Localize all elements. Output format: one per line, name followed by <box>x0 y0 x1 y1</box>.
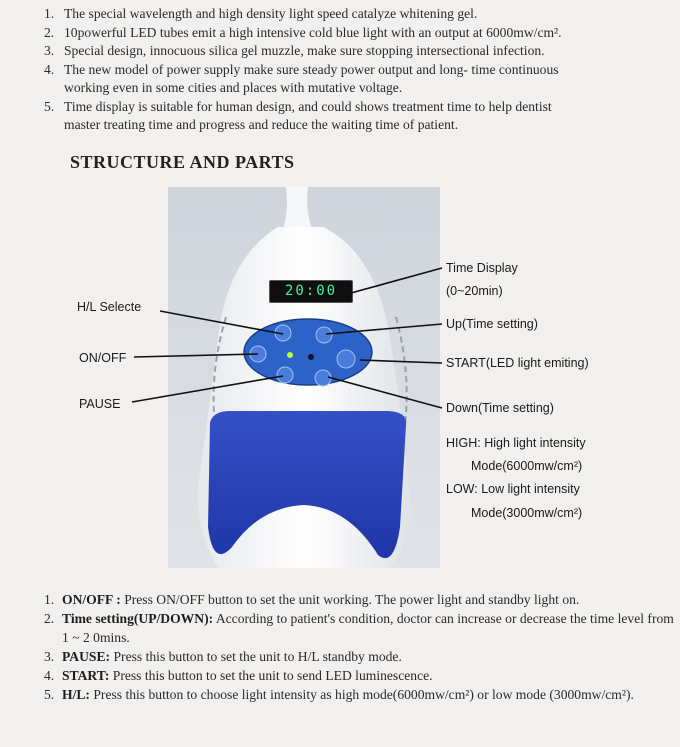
label-start: START(LED light emiting) <box>446 356 589 370</box>
label-low-mode: LOW: Low light intensity <box>446 482 580 496</box>
list-item: 1. ON/OFF : Press ON/OFF button to set the unit working. The power light and standby light on. <box>44 592 580 607</box>
label-high-value: Mode(6000mw/cm²) <box>471 459 583 473</box>
label-pause: PAUSE <box>79 397 121 411</box>
leader-on-off <box>134 354 258 357</box>
label-up: Up(Time setting) <box>446 317 538 331</box>
list-item: 5. H/L: Press this button to choose light intensity as high mode(6000mw/cm²) or low mode (3000mw/cm²). <box>44 687 634 702</box>
leader-up <box>326 324 442 334</box>
leader-pause <box>132 376 283 402</box>
leader-hl-select <box>160 311 283 334</box>
label-down: Down(Time setting) <box>446 401 554 415</box>
list-item: 4. START: Press this button to set the unit to send LED luminescence. <box>44 668 433 683</box>
section-title: STRUCTURE AND PARTS <box>70 152 295 172</box>
list-item: 2. Time setting(UP/DOWN): According to patient's condition, doctor can increase or decrease the time level from 1 ~ 2 0mins. <box>44 611 674 645</box>
list-item: 1. The special wavelength and high density light speed catalyze whitening gel. <box>44 6 478 21</box>
list-item: 4. The new model of power supply make sure steady power output and long- time continuous working even in some cities and places with mutative voltage. <box>44 61 559 95</box>
list-item: 5. Time display is suitable for human design, and could shows treatment time to help dentist master treating time and progress and reduce the waiting time of patient. <box>44 98 552 132</box>
label-hl-select: H/L Selecte <box>77 300 142 314</box>
label-high-mode: HIGH: High light intensity <box>446 436 586 450</box>
leader-start <box>360 360 442 363</box>
list-item: 3. PAUSE: Press this button to set the unit to H/L standby mode. <box>44 649 402 664</box>
time-display: 20:00 <box>269 280 353 303</box>
instruction-list <box>0 590 680 704</box>
leader-down <box>328 377 442 408</box>
list-item: 2. 10powerful LED tubes emit a high intensive cold blue light with an output at 6000mw/cm². <box>44 24 562 40</box>
list-item: 3. Special design, innocuous silica gel muzzle, make sure stopping intersectional infection. <box>44 43 545 58</box>
label-time-display: Time Display <box>446 261 518 275</box>
leader-time-display <box>351 268 442 293</box>
label-on-off: ON/OFF <box>79 351 127 365</box>
label-low-value: Mode(3000mw/cm²) <box>471 506 583 520</box>
label-time-range: (0~20min) <box>446 284 503 298</box>
